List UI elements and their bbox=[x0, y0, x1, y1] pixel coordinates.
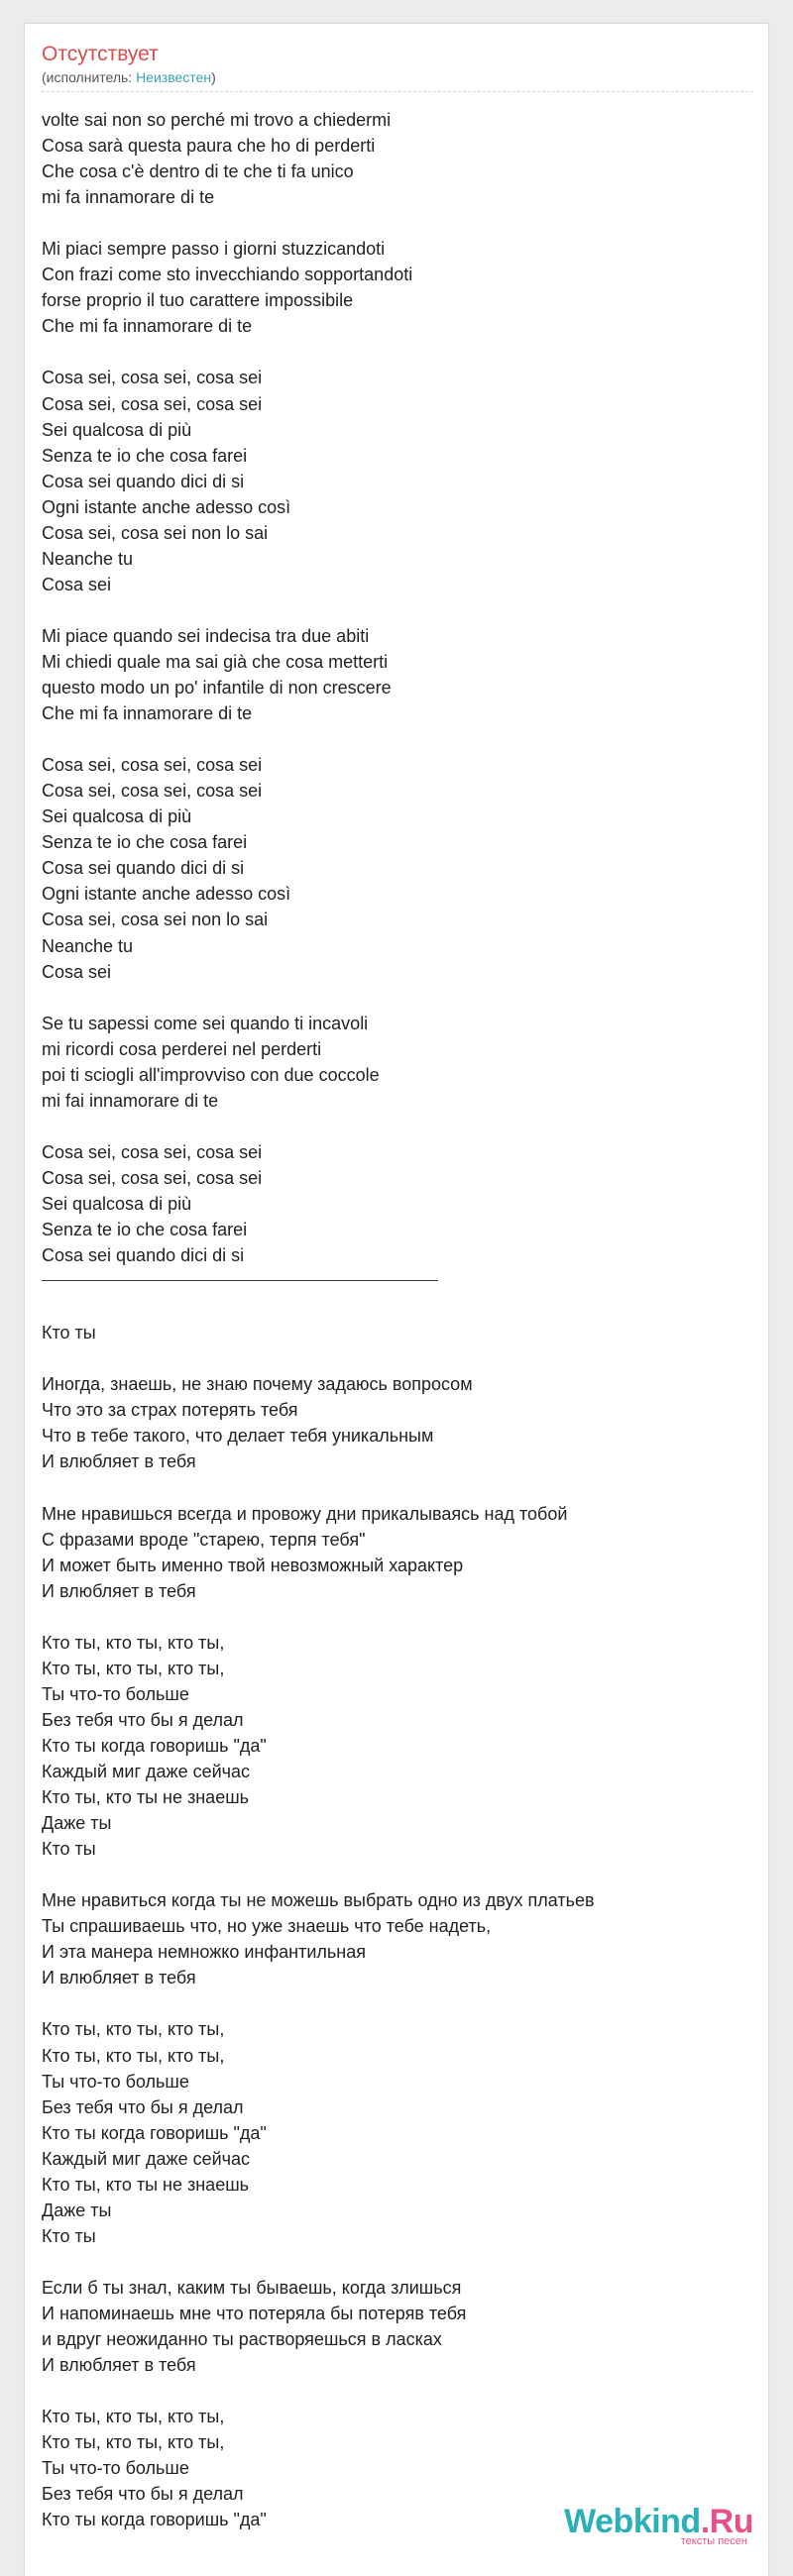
lyric-line: Ты что-то больше bbox=[42, 2458, 189, 2479]
logo-ru-text: .Ru bbox=[700, 2503, 753, 2540]
lyric-line: Иногда, знаешь, не знаю почему задаюсь вопросом bbox=[42, 1374, 473, 1395]
blank-line bbox=[42, 597, 736, 623]
lyric-line: Ogni istante anche adesso così bbox=[42, 496, 291, 517]
lyric-line: Ты что-то больше bbox=[42, 1683, 189, 1704]
lyric-line: Кто ты, кто ты, кто ты, bbox=[42, 2407, 225, 2427]
lyric-line: Ты спрашиваешь что, но уже знаешь что тебе надеть, bbox=[42, 1916, 492, 1937]
artist-suffix: ) bbox=[211, 69, 216, 85]
lyric-line: Cosa sei quando dici di si bbox=[42, 471, 245, 491]
lyric-line: Кто ты, кто ты, кто ты, bbox=[42, 1658, 225, 1678]
lyric-line: Кто ты, кто ты, кто ты, bbox=[42, 2045, 225, 2066]
lyric-line: Кто ты, кто ты, кто ты, bbox=[42, 1632, 225, 1653]
lyric-line: Senza te io che cosa farei bbox=[42, 1220, 248, 1240]
lyric-line: Мне нравишься всегда и провожу дни прикалываясь над тобой bbox=[42, 1503, 568, 1524]
blank-line bbox=[42, 1294, 736, 1320]
song-title: Отсутствует bbox=[42, 43, 159, 65]
lyric-line: Con frazi come sto invecchiando sopportandoti bbox=[42, 265, 413, 285]
blank-line bbox=[42, 726, 736, 752]
lyric-line: Ты что-то больше bbox=[42, 2071, 189, 2092]
lyric-line: Cosa sei, cosa sei, cosa sei bbox=[42, 1167, 263, 1188]
blank-line bbox=[42, 1474, 736, 1500]
blank-line bbox=[42, 2249, 736, 2275]
song-header bbox=[42, 42, 753, 92]
lyric-line: Cosa sei bbox=[42, 574, 112, 594]
lyric-line: Даже ты bbox=[42, 1813, 112, 1834]
blank-line bbox=[42, 1604, 736, 1630]
lyric-line: Без тебя что бы я делал bbox=[42, 1709, 244, 1730]
lyric-line: Что это за страх потерять тебя bbox=[42, 1400, 298, 1421]
lyric-line: Che cosa c'è dentro di te che ti fa unico bbox=[42, 161, 354, 182]
lyric-line: Sei qualcosa di più bbox=[42, 419, 192, 440]
lyric-line: Каждый миг даже сейчас bbox=[42, 1762, 251, 1781]
lyrics-text bbox=[42, 107, 736, 2532]
lyric-line: Cosa sarà questa paura che ho di perderti bbox=[42, 136, 376, 157]
lyric-line: И влюбляет в тебя bbox=[42, 1580, 196, 1601]
lyric-line: и вдруг неожиданно ты растворяешься в ласках bbox=[42, 2329, 442, 2350]
lyric-line: И влюбляет в тебя bbox=[42, 2355, 196, 2376]
lyric-line: Каждый миг даже сейчас bbox=[42, 2148, 251, 2169]
lyric-line: Без тебя что бы я делал bbox=[42, 2096, 244, 2117]
lyric-line: Neanche tu bbox=[42, 548, 134, 569]
lyric-line: Даже ты bbox=[42, 2200, 112, 2220]
artist-link[interactable]: Неизвестен bbox=[136, 69, 212, 85]
lyric-line: Mi chiedi quale ma sai già che cosa metterti bbox=[42, 651, 389, 672]
artist-prefix: (исполнитель: bbox=[42, 69, 137, 85]
logo-web-text: Web bbox=[564, 2503, 633, 2540]
lyric-line: Кто ты bbox=[42, 2225, 96, 2246]
logo-kind-text: kind bbox=[632, 2503, 701, 2540]
lyric-line: Senza te io che cosa farei bbox=[42, 445, 248, 466]
lyric-line: Cosa sei, cosa sei, cosa sei bbox=[42, 755, 263, 776]
lyric-line: Cosa sei quando dici di si bbox=[42, 1245, 245, 1266]
lyric-line: mi fai innamorare di te bbox=[42, 1090, 219, 1111]
blank-line bbox=[42, 1345, 736, 1371]
lyric-line: И напоминаешь мне что потеряла бы потеряв тебя bbox=[42, 2303, 467, 2323]
lyric-line: Cosa sei, cosa sei, cosa sei bbox=[42, 781, 263, 802]
lyric-line: И эта манера немножко инфантильная bbox=[42, 1942, 366, 1963]
lyric-line: Cosa sei, cosa sei, cosa sei bbox=[42, 368, 263, 388]
blank-line bbox=[42, 985, 736, 1011]
separator-line bbox=[42, 1268, 736, 1294]
lyric-line: mi ricordi cosa perderei nel perderti bbox=[42, 1038, 322, 1059]
lyric-line: Neanche tu bbox=[42, 935, 134, 956]
lyric-line: Sei qualcosa di più bbox=[42, 1193, 192, 1214]
lyric-line: И влюбляет в тебя bbox=[42, 1968, 196, 1988]
lyric-line: Sei qualcosa di più bbox=[42, 806, 192, 827]
lyric-line: Cosa sei bbox=[42, 961, 112, 982]
lyric-line: Cosa sei, cosa sei non lo sai bbox=[42, 910, 269, 930]
header-divider bbox=[42, 91, 753, 92]
lyric-line: questo modo un po' infantile di non crescere bbox=[42, 678, 392, 698]
lyric-line: Кто ты когда говоришь "да" bbox=[42, 1735, 267, 1756]
lyric-line: И влюбляет в тебя bbox=[42, 1451, 196, 1472]
lyric-line: Кто ты, кто ты, кто ты, bbox=[42, 2432, 225, 2453]
lyric-line: mi fa innamorare di te bbox=[42, 187, 215, 208]
lyric-line: Кто ты bbox=[42, 1839, 96, 1860]
lyric-line: volte sai non so perché mi trovo a chiedermi bbox=[42, 110, 392, 130]
lyric-line: И может быть именно твой невозможный характер bbox=[42, 1555, 464, 1575]
lyric-line: Ogni istante anche adesso così bbox=[42, 884, 291, 905]
logo-subtitle: тексты песен bbox=[680, 2535, 747, 2547]
lyric-line: Кто ты bbox=[42, 1323, 96, 1343]
lyric-line: Cosa sei, cosa sei, cosa sei bbox=[42, 1141, 263, 1162]
lyric-line: poi ti sciogli all'improvviso con due coccole bbox=[42, 1064, 380, 1085]
blank-line bbox=[42, 1114, 736, 1139]
blank-line bbox=[42, 210, 736, 236]
lyric-line: Se tu sapessi come sei quando ti incavoli bbox=[42, 1013, 369, 1033]
lyric-line: Мне нравиться когда ты не можешь выбрать одно из двух платьев bbox=[42, 1890, 595, 1911]
lyric-line: Кто ты когда говоришь "да" bbox=[42, 2510, 267, 2530]
lyric-line: Mi piace quando sei indecisa tra due abiti bbox=[42, 625, 370, 646]
blank-line bbox=[42, 1862, 736, 1887]
webkind-logo[interactable] bbox=[564, 2504, 753, 2547]
lyric-line: Che mi fa innamorare di te bbox=[42, 703, 253, 724]
artist-line bbox=[42, 68, 753, 86]
lyric-line: Che mi fa innamorare di te bbox=[42, 316, 253, 337]
lyric-line: Mi piaci sempre passo i giorni stuzzicandoti bbox=[42, 239, 386, 260]
blank-line bbox=[42, 1990, 736, 2016]
lyric-line: Senza te io che cosa farei bbox=[42, 832, 248, 853]
lyric-line: Если б ты знал, каким ты бываешь, когда злишься bbox=[42, 2277, 462, 2298]
lyric-line: С фразами вроде "старею, терпя тебя" bbox=[42, 1529, 366, 1550]
lyric-line: Кто ты, кто ты не знаешь bbox=[42, 1787, 250, 1808]
lyric-line: Cosa sei quando dici di si bbox=[42, 858, 245, 879]
lyric-line: Cosa sei, cosa sei non lo sai bbox=[42, 522, 269, 543]
blank-line bbox=[42, 339, 736, 365]
lyric-line: Что в тебе такого, что делает тебя уникальным bbox=[42, 1426, 434, 1447]
lyric-line: forse proprio il tuo carattere impossibile bbox=[42, 290, 354, 311]
lyric-line: Cosa sei, cosa sei, cosa sei bbox=[42, 393, 263, 414]
lyric-line: Без тебя что бы я делал bbox=[42, 2484, 244, 2505]
lyric-line: Кто ты, кто ты, кто ты, bbox=[42, 2019, 225, 2040]
blank-line bbox=[42, 2378, 736, 2404]
lyric-line: Кто ты когда говоришь "да" bbox=[42, 2122, 267, 2143]
lyrics-card bbox=[24, 23, 769, 2576]
lyric-line: Кто ты, кто ты не знаешь bbox=[42, 2174, 250, 2195]
